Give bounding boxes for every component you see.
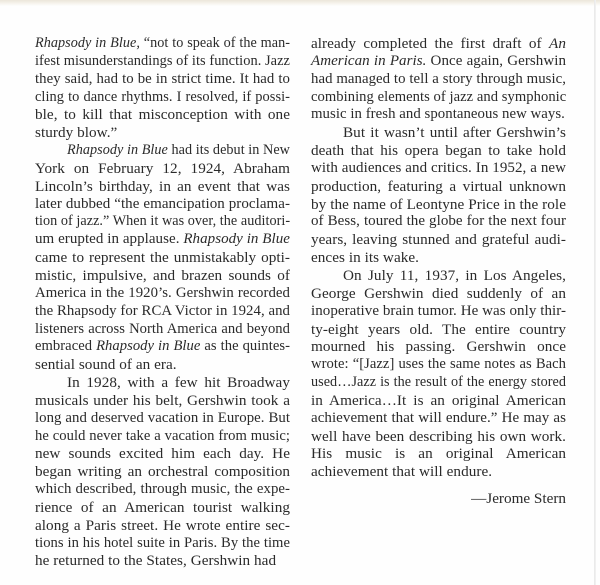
text-segment: tion of jazz.” When it was over, the auditori- <box>35 213 291 230</box>
text-segment: years, leaving stunned and grateful audi- <box>311 231 566 249</box>
text-segment: achievement that will endure.” He may as <box>311 409 566 426</box>
text-line <box>35 213 290 231</box>
text-segment: sential sound of an era. <box>35 356 177 374</box>
italic-title: Rhapsody in Blue, <box>35 35 140 51</box>
text-segment: In 1928, with a few hit Broadway <box>67 374 290 392</box>
text-line <box>311 213 566 231</box>
text-line <box>35 321 290 339</box>
text-line <box>311 196 566 214</box>
text-segment: George Gershwin died suddenly of an <box>311 284 566 302</box>
text-segment: ences in its wake. <box>311 249 420 267</box>
text-segment: Once again, Gershwin <box>426 52 567 69</box>
text-line <box>311 249 566 267</box>
text-line <box>311 285 566 303</box>
text-segment: well have been describing his own work. <box>311 427 566 445</box>
text-segment: cling to dance rhythms. I resolved, if possi- <box>35 88 290 105</box>
text-line <box>311 410 566 428</box>
text-line <box>35 89 290 107</box>
text-line <box>311 160 566 178</box>
text-line <box>311 53 566 71</box>
text-line <box>35 285 290 303</box>
left-column <box>35 35 290 570</box>
text-segment: in America…It is an original American <box>311 391 566 409</box>
text-line <box>35 428 290 446</box>
text-segment: wrote: “[Jazz] uses the same notes as Bach <box>311 356 566 373</box>
text-line <box>311 338 566 356</box>
text-line <box>311 463 566 481</box>
text-segment: production, featuring a virtual unknown <box>311 177 566 195</box>
text-line <box>35 35 290 53</box>
text-line <box>311 89 566 107</box>
text-segment: had its debut in New <box>167 142 290 159</box>
italic-title: Rhapsody in Blue <box>183 231 290 248</box>
text-segment: with audiences and critics. In 1952, a new <box>311 159 566 176</box>
text-segment: began writing an orchestral composition <box>35 463 290 481</box>
text-line <box>311 124 566 142</box>
text-line <box>35 517 290 535</box>
text-segment: new sounds excited him each day. He <box>35 445 290 463</box>
text-segment: um erupted in applause. <box>35 231 184 248</box>
italic-title: An <box>549 35 566 52</box>
text-line <box>311 428 566 446</box>
text-line <box>35 535 290 553</box>
text-segment: mistic, impulsive, and brazen sounds of <box>35 266 290 284</box>
text-segment: achievement that will endure. <box>311 463 493 481</box>
text-line <box>311 392 566 410</box>
text-segment: mourned his passing. Gershwin once <box>311 338 566 356</box>
text-segment: by the name of Leontyne Price in the role <box>311 195 566 213</box>
text-line <box>311 231 566 249</box>
text-segment: he could never take a vacation from music; <box>35 427 290 444</box>
text-line <box>35 463 290 481</box>
text-line <box>35 374 290 392</box>
text-segment: sturdy blow.” <box>35 124 118 142</box>
text-line <box>35 124 290 142</box>
text-segment: along a Paris street. He wrote entire sec- <box>35 516 290 534</box>
text-line <box>311 35 566 53</box>
text-line <box>35 178 290 196</box>
text-segment: ifest misunderstandings of its function. Jazz <box>35 52 290 69</box>
text-line <box>311 445 566 463</box>
paragraph <box>35 374 290 570</box>
text-segment: On July 11, 1937, in Los Angeles, <box>343 266 566 284</box>
text-line <box>35 445 290 463</box>
text-line <box>35 249 290 267</box>
text-segment: used…Jazz is the result of the energy stored <box>311 374 566 391</box>
text-segment: embraced <box>35 338 97 355</box>
text-segment: music in fresh and spontaneous new ways. <box>311 106 565 123</box>
text-segment: he returned to the States, Gershwin had <box>35 552 277 570</box>
paragraph <box>311 124 566 267</box>
text-line <box>35 231 290 249</box>
text-segment: York on February 12, 1924, Abraham <box>35 159 290 177</box>
text-segment: the Rhapsody for RCA Victor in 1924, and <box>35 302 290 319</box>
text-line <box>35 392 290 410</box>
text-segment: later dubbed “the emancipation proclama- <box>35 195 290 212</box>
text-line <box>35 196 290 214</box>
text-line <box>35 71 290 89</box>
text-line <box>35 267 290 285</box>
text-line <box>311 142 566 160</box>
page-fold-edge <box>594 0 596 585</box>
text-line <box>35 338 290 356</box>
text-segment: already completed the first draft of <box>311 35 550 52</box>
text-line <box>35 499 290 517</box>
text-segment: of Bess, toured the globe for the next four <box>311 213 566 230</box>
text-line <box>311 356 566 374</box>
text-line <box>311 303 566 321</box>
text-segment: musicals under his belt, Gershwin took a <box>35 391 290 409</box>
text-segment: ty-eight years old. The entire country <box>311 320 566 338</box>
text-line <box>311 178 566 196</box>
text-line <box>35 410 290 428</box>
text-line <box>311 106 566 124</box>
text-line <box>311 321 566 339</box>
paragraph <box>35 35 290 142</box>
paragraph <box>311 35 566 124</box>
italic-title: American in Paris. <box>311 52 427 69</box>
text-line <box>35 53 290 71</box>
text-segment: rience of an American tourist walking <box>35 498 290 516</box>
text-segment: as the quintes- <box>200 338 290 355</box>
text-segment: which described, through music, the expe- <box>35 481 290 498</box>
text-segment: they said, had to be in strict time. It had to <box>35 70 290 87</box>
text-segment: had managed to tell a story through music, <box>311 70 566 87</box>
text-segment: tions in his hotel suite in Paris. By the time <box>35 534 290 551</box>
text-segment: His music is an original American <box>311 445 566 463</box>
text-segment: inoperative brain tumor. He was only thir- <box>311 302 566 319</box>
text-line <box>35 552 290 570</box>
text-segment: America in the 1920’s. Gershwin recorded <box>35 284 290 301</box>
paragraph <box>311 267 566 481</box>
text-segment: combining elements of jazz and symphonic <box>311 88 567 105</box>
page-top-edge <box>0 0 600 6</box>
text-line <box>35 160 290 178</box>
text-segment: death that his opera began to take hold <box>311 142 566 160</box>
text-line <box>311 374 566 392</box>
text-line <box>35 106 290 124</box>
italic-title: Rhapsody in Blue <box>67 142 168 159</box>
text-segment: listeners across North America and beyond <box>35 320 290 337</box>
text-segment: came to represent the unmistakably opti- <box>35 249 290 267</box>
text-segment: But it wasn’t until after Gershwin’s <box>343 124 566 142</box>
italic-title: Rhapsody in Blue <box>96 338 201 355</box>
text-line <box>311 71 566 89</box>
text-segment: long and deserved vacation in Europe. But <box>35 409 290 426</box>
text-line <box>35 356 290 374</box>
text-line <box>311 267 566 285</box>
text-segment: Lincoln’s birthday, in an event that was <box>35 177 290 195</box>
text-line <box>35 303 290 321</box>
text-segment: ble, to kill that misconception with one <box>35 106 290 124</box>
paragraph <box>35 142 290 374</box>
text-segment: “not to speak of the man- <box>139 35 290 51</box>
text-line <box>35 142 290 160</box>
right-column <box>311 35 566 481</box>
text-line <box>35 481 290 499</box>
author-signature: —Jerome Stern <box>471 490 566 507</box>
